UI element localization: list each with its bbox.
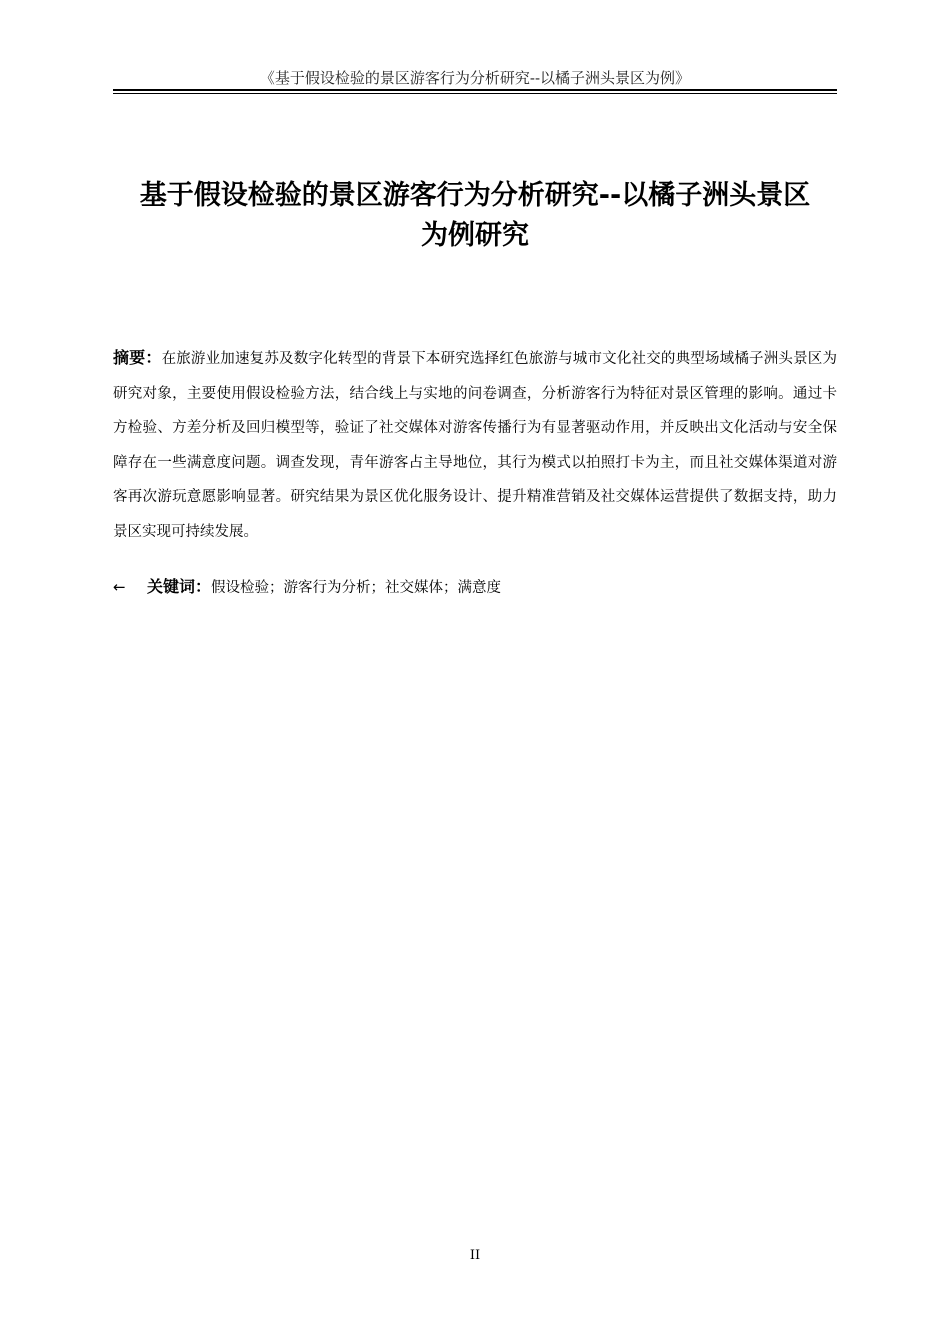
keywords-label: 关键词： [147,577,212,596]
keywords-line [113,572,837,603]
abstract-label: 摘要： [113,348,162,367]
abstract-text: 在旅游业加速复苏及数字化转型的背景下本研究选择红色旅游与城市文化社交的典型场域橘子洲头景区为研究对象，主要使用假设检验方法，结合线上与实地的问卷调查，分析游客行为特征对景区管理的影响。通过卡方检验、方差分析及回归模型等，验证了社交媒体对游客传播行为有显著驱动作用，并反映出文化活动与安全保障存在一些满意度问题。调查发现，青年游客占主导地位，其行为模式以拍照打卡为主，而且社交媒体渠道对游客再次游玩意愿影响显著。研究结果为景区优化服务设计、提升精准营销及社交媒体运营提供了数据支持，助力景区实现可持续发展。 [113,351,837,540]
keywords-text: 假设检验；游客行为分析；社交媒体；满意度 [211,580,502,596]
running-header: 《基于假设检验的景区游客行为分析研究--以橘子洲头景区为例》 [259,69,691,87]
header-rule [113,89,837,94]
title-line-2: 为例研究 [421,220,529,251]
page-number: II [469,1248,481,1263]
paper-title [100,176,850,256]
return-arrow-icon: ← [113,578,126,596]
abstract-paragraph [113,341,837,550]
title-line-1: 基于假设检验的景区游客行为分析研究--以橘子洲头景区 [139,180,811,211]
